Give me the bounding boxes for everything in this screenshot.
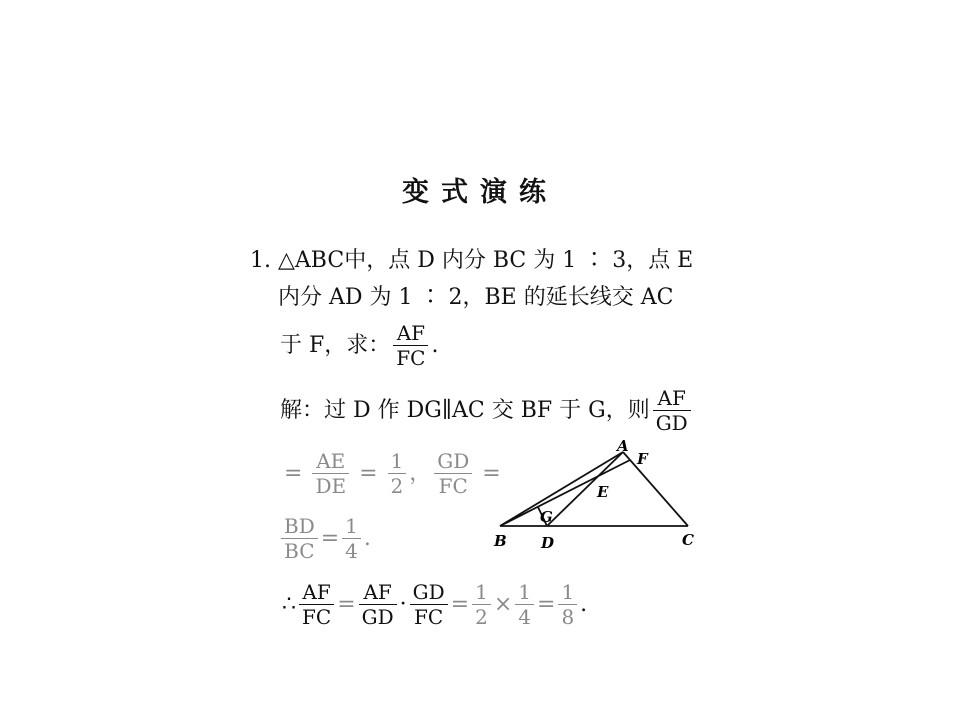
therefore-symbol: ∴ <box>282 591 296 617</box>
fraction-af-fc: $\frac{AF}{FC}$ <box>299 582 334 627</box>
segment-bf <box>500 460 630 526</box>
fraction-ae-de: $\frac{AE}{DE}$ <box>312 451 349 496</box>
fraction-one-quarter: $\frac{1}{4}$ <box>342 516 361 561</box>
problem-line-3-prefix: 于 F，求： <box>280 332 391 358</box>
label-b: B <box>494 532 507 550</box>
label-e: E <box>597 483 609 501</box>
fraction-af-gd: $\frac{AF}{GD}$ <box>653 388 691 433</box>
solution-line-4: ∴ $\frac{AF}{FC}$ = $\frac{AF}{GD}$ · $\frac{GD}{FC}$ = $\frac{1}{2}$ × $\frac{1}{4}$ = $\frac{1}{8}$ . <box>282 580 588 629</box>
segment-ac <box>623 452 688 526</box>
solution-line-2: = $\frac{AE}{DE}$ = $\frac{1}{2}$ ， $\frac{GD}{FC}$ = <box>284 449 501 498</box>
fraction-one-half: $\frac{1}{2}$ <box>388 451 407 496</box>
fraction-gd-fc: $\frac{GD}{FC}$ <box>434 451 472 496</box>
solution-line-3: $\frac{BD}{BC}$ = $\frac{1}{4}$ . <box>280 516 373 561</box>
solution-line-1 <box>278 388 692 433</box>
fraction-af-gd-2: $\frac{AF}{GD}$ <box>359 582 397 627</box>
problem-line-3: 于 F，求： $\frac{AF}{FC}$ . <box>280 321 439 370</box>
solution-intro: 解：过 D 作 DG∥AC 交 BF 于 G，则 <box>280 397 650 423</box>
segment-ad <box>547 452 623 526</box>
fraction-result-quarter: $\frac{1}{4}$ <box>515 582 534 627</box>
fraction-result-eighth: $\frac{1}{8}$ <box>558 582 577 627</box>
triangle-diagram <box>490 435 710 555</box>
problem-line-1: 1. △ABC中，点 D 内分 BC 为 1 ∶ 3，点 E <box>250 248 694 273</box>
label-g: G <box>540 508 553 526</box>
target-fraction: $\frac{AF}{FC}$ <box>393 323 428 368</box>
label-c: C <box>682 531 694 549</box>
label-f: F <box>637 450 648 468</box>
label-d: D <box>541 534 555 552</box>
fraction-result-half: $\frac{1}{2}$ <box>472 582 491 627</box>
problem-line-2: 内分 AD 为 1 ∶ 2，BE 的延长线交 AC <box>278 285 674 310</box>
section-title: 变式演练 <box>402 177 558 208</box>
label-a: A <box>617 437 629 455</box>
fraction-gd-fc-2: $\frac{GD}{FC}$ <box>410 582 448 627</box>
fraction-bd-bc: $\frac{BD}{BC}$ <box>281 516 318 561</box>
